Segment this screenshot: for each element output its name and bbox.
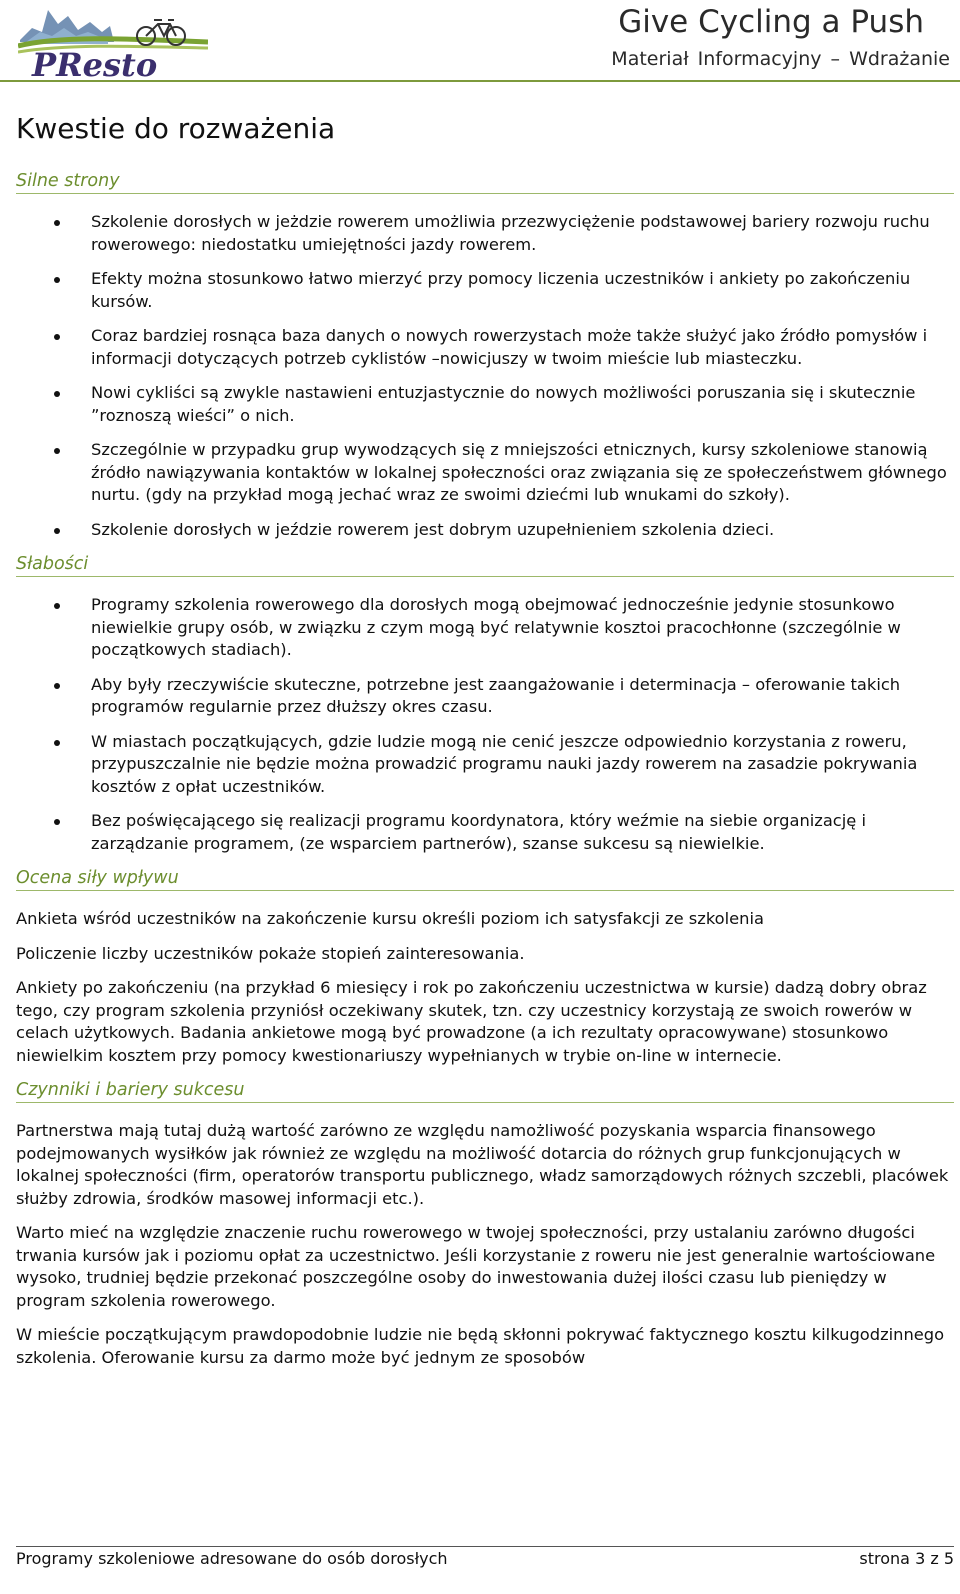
bullet-icon	[54, 528, 60, 534]
bullet-icon	[54, 391, 60, 397]
page-footer	[16, 1546, 954, 1568]
list-item: Programy szkolenia rowerowego dla dorosłych mogą obejmować jednocześnie jedynie stosunkowo niewielkie grupy osób, w związku z czym mogą być relatywnie kosztoi pracochłonne (szczególnie w początkowych stadiach).	[16, 594, 954, 662]
presto-logo	[18, 2, 208, 80]
bullet-icon	[54, 819, 60, 825]
bullet-icon	[54, 334, 60, 340]
list-item: Szkolenie dorosłych w jeżdzie rowerem umożliwia przezwyciężenie podstawowej bariery rozwoju ruchu rowerowego: niedostatku umiejętności jazdy rowerem.	[16, 211, 954, 256]
section-heading-impact: Ocena siły wpływu	[16, 867, 954, 891]
bullet-icon	[54, 448, 60, 454]
page-content	[16, 112, 954, 1381]
svg-text:PResto: PResto	[32, 46, 158, 80]
header-divider	[0, 80, 960, 82]
factors-paragraph: Partnerstwa mają tutaj dużą wartość zarówno ze względu namożliwość pozyskania wsparcia finansowego podejmowanych wysiłków jak również ze względu na możliwość dotarcia do różnych grup funkcjonujących w lokalnej społeczności (firm, operatorów transportu publicznego, władz samorządowych różnych szczebli, placówek służby zdrowia, środków masowej informacji etc.).	[16, 1121, 949, 1208]
list-item: Efekty można stosunkowo łatwo mierzyć przy pomocy liczenia uczestników i ankiety po zakończeniu kursów.	[16, 268, 954, 313]
bullet-icon	[54, 683, 60, 689]
list-item: Szczególnie w przypadku grup wywodzących się z mniejszości etnicznych, kursy szkoleniowe stanowią źródło nawiązywania kontaktów w lokalnej społeczności oraz związania się ze społeczeństwem głównego nurtu. (gdy na przykład mogą jechać wraz ze swoimi dziećmi lub wnukami do szkoły).	[16, 439, 954, 507]
bullet-icon	[54, 220, 60, 226]
section-heading-weaknesses: Słabości	[16, 553, 954, 577]
page-header	[0, 0, 960, 82]
impact-paragraph: Ankieta wśród uczestników na zakończenie kursu określi poziom ich satysfakcji ze szkolenia	[16, 909, 764, 928]
impact-paragraph: Ankiety po zakończeniu (na przykład 6 miesięcy i rok po zakończeniu uczestnictwa w kursie) dadzą dobry obraz tego, czy program szkolenia przyniósł oczekiwany skutek, tzn. czy uczestnicy korzystają ze swoich rowerów w celach użytkowych. Badania ankietowe mogą być prowadzone (a ich rezultaty opracowywane) stosunkowo niewielkim kosztem przy pomocy kwestionariuszy wypełnianych w trybie on-line w internecie.	[16, 978, 927, 1065]
list-item: Szkolenie dorosłych w jeździe rowerem jest dobrym uzupełnieniem szkolenia dzieci.	[16, 519, 954, 542]
document-subtitle: Materiał Informacyjny – Wdrażanie	[611, 48, 950, 70]
list-item: Bez poświęcającego się realizacji programu koordynatora, który weźmie na siebie organizację i zarządzanie programem, (ze wsparciem partnerów), szanse sukcesu są niewielkie.	[16, 810, 954, 855]
bullet-icon	[54, 603, 60, 609]
page-title: Kwestie do rozważenia	[16, 112, 336, 145]
list-item: Coraz bardziej rosnąca baza danych o nowych rowerzystach może także służyć jako źródło pomysłów i informacji dotyczących potrzeb cyklistów –nowicjuszy w twoim mieście lub miasteczku.	[16, 325, 954, 370]
page-number: strona 3 z 5	[859, 1549, 954, 1568]
strengths-list	[16, 211, 954, 541]
footer-document-name: Programy szkoleniowe adresowane do osób dorosłych	[16, 1549, 448, 1568]
bullet-icon	[54, 277, 60, 283]
bullet-icon	[54, 740, 60, 746]
list-item: W miastach początkujących, gdzie ludzie mogą nie cenić jeszcze odpowiednio korzystania z roweru, przypuszczalnie nie będzie można prowadzić programu nauki jazdy rowerem na zasadzie pokrywania kosztów z opłat uczestników.	[16, 731, 954, 799]
list-item: Aby były rzeczywiście skuteczne, potrzebne jest zaangażowanie i determinacja – oferowanie takich programów regularnie przez dłuższy okres czasu.	[16, 674, 954, 719]
section-heading-strengths: Silne strony	[16, 170, 954, 194]
factors-paragraph: W mieście początkującym prawdopodobnie ludzie nie będą skłonni pokrywać faktycznego kosztu kilkugodzinnego szkolenia. Oferowanie kursu za darmo może być jednym ze sposobów	[16, 1325, 945, 1367]
factors-paragraph: Warto mieć na względzie znaczenie ruchu rowerowego w twojej społeczności, przy ustalaniu zarówno długości trwania kursów jak i poziomu opłat za uczestnictwo. Jeśli korzystanie z roweru nie jest generalnie wartościowane wysoko, trudniej będzie przekonać poszczególne osoby do inwestowania dużej ilości czasu lub pieniędzy w program szkolenia rowerowego.	[16, 1223, 936, 1310]
impact-paragraph: Policzenie liczby uczestników pokaże stopień zainteresowania.	[16, 943, 525, 963]
document-title: Give Cycling a Push	[618, 4, 924, 40]
section-heading-factors: Czynniki i bariery sukcesu	[16, 1079, 954, 1103]
list-item: Nowi cykliści są zwykle nastawieni entuzjastycznie do nowych możliwości poruszania się i skutecznie ˮroznoszą wieściˮ o nich.	[16, 382, 954, 427]
weaknesses-list	[16, 594, 954, 855]
